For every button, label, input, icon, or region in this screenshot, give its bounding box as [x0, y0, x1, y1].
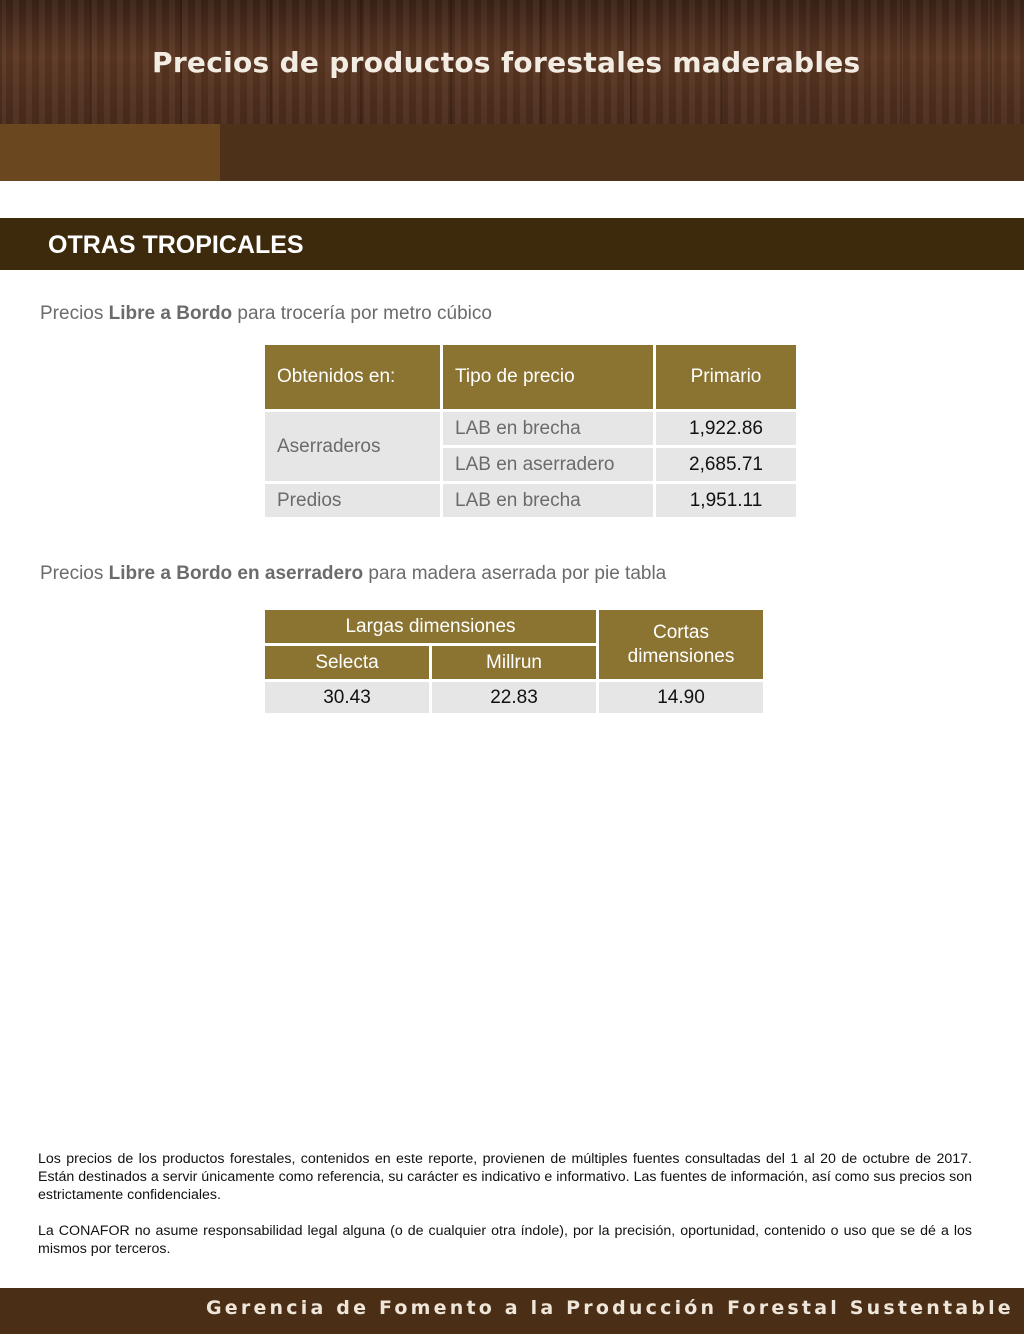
madera-aserrada-price-table — [262, 607, 766, 716]
cell-obtenidos-predios: Predios — [265, 484, 440, 517]
table1-caption-post: para trocería por metro cúbico — [232, 303, 492, 324]
disclaimer-paragraph-sources: Los precios de los productos forestales, contenidos en este reporte, provienen de múltiples fuentes consultadas del 1 al 20 de octubre de 2017. Están destinados a servir únicamente como referencia, su carácter es indicativo e informativo. Las fuentes de información, así como sus precios son estrictamente confidenciales. — [38, 1151, 972, 1203]
disclaimer — [38, 1150, 972, 1276]
cell-millrun-value: 22.83 — [432, 682, 596, 713]
header-obtenidos: Obtenidos en: — [265, 345, 440, 409]
footer-banner — [0, 1288, 1024, 1334]
footer-text: Gerencia de Fomento a la Producción Forestal Sustentable — [206, 1297, 1014, 1319]
table-header-row — [265, 610, 763, 643]
header-tipo-precio: Tipo de precio — [443, 345, 653, 409]
section-bar — [0, 218, 1024, 270]
header-largas-dimensiones: Largas dimensiones — [265, 610, 596, 643]
table2-caption — [40, 563, 666, 585]
cell-primario: 2,685.71 — [656, 448, 796, 481]
cell-cortas-value: 14.90 — [599, 682, 763, 713]
section-title: OTRAS TROPICALES — [48, 231, 304, 259]
table-row — [265, 412, 796, 445]
troceria-price-table — [262, 342, 799, 520]
table1-caption-bold: Libre a Bordo — [108, 303, 233, 324]
cell-tipo: LAB en brecha — [443, 484, 653, 517]
cell-tipo: LAB en brecha — [443, 412, 653, 445]
header-selecta: Selecta — [265, 646, 429, 679]
table1-caption-pre: Precios — [40, 303, 109, 324]
page-title: Precios de productos forestales maderables — [152, 46, 861, 79]
cell-tipo: LAB en aserradero — [443, 448, 653, 481]
header-band-left — [0, 124, 220, 181]
cell-primario: 1,922.86 — [656, 412, 796, 445]
header-cortas-dimensiones: Cortas dimensiones — [599, 610, 763, 679]
disclaimer-paragraph-liability: La CONAFOR no asume responsabilidad legal alguna (o de cualquier otra índole), por la precisión, oportunidad, contenido o uso que se dé a los mismos por terceros. — [38, 1223, 972, 1257]
table2-caption-bold: Libre a Bordo en aserradero — [108, 563, 364, 584]
header-banner — [0, 0, 1024, 124]
cell-selecta-value: 30.43 — [265, 682, 429, 713]
header-primario: Primario — [656, 345, 796, 409]
cell-primario: 1,951.11 — [656, 484, 796, 517]
table2-caption-pre: Precios — [40, 563, 109, 584]
table-header-row — [265, 345, 796, 409]
header-band-right — [220, 124, 1024, 181]
table2-caption-post: para madera aserrada por pie tabla — [363, 563, 667, 584]
table1-caption — [40, 303, 492, 325]
table-row — [265, 484, 796, 517]
cell-obtenidos-aserraderos: Aserraderos — [265, 412, 440, 481]
header-millrun: Millrun — [432, 646, 596, 679]
table-row — [265, 682, 763, 713]
